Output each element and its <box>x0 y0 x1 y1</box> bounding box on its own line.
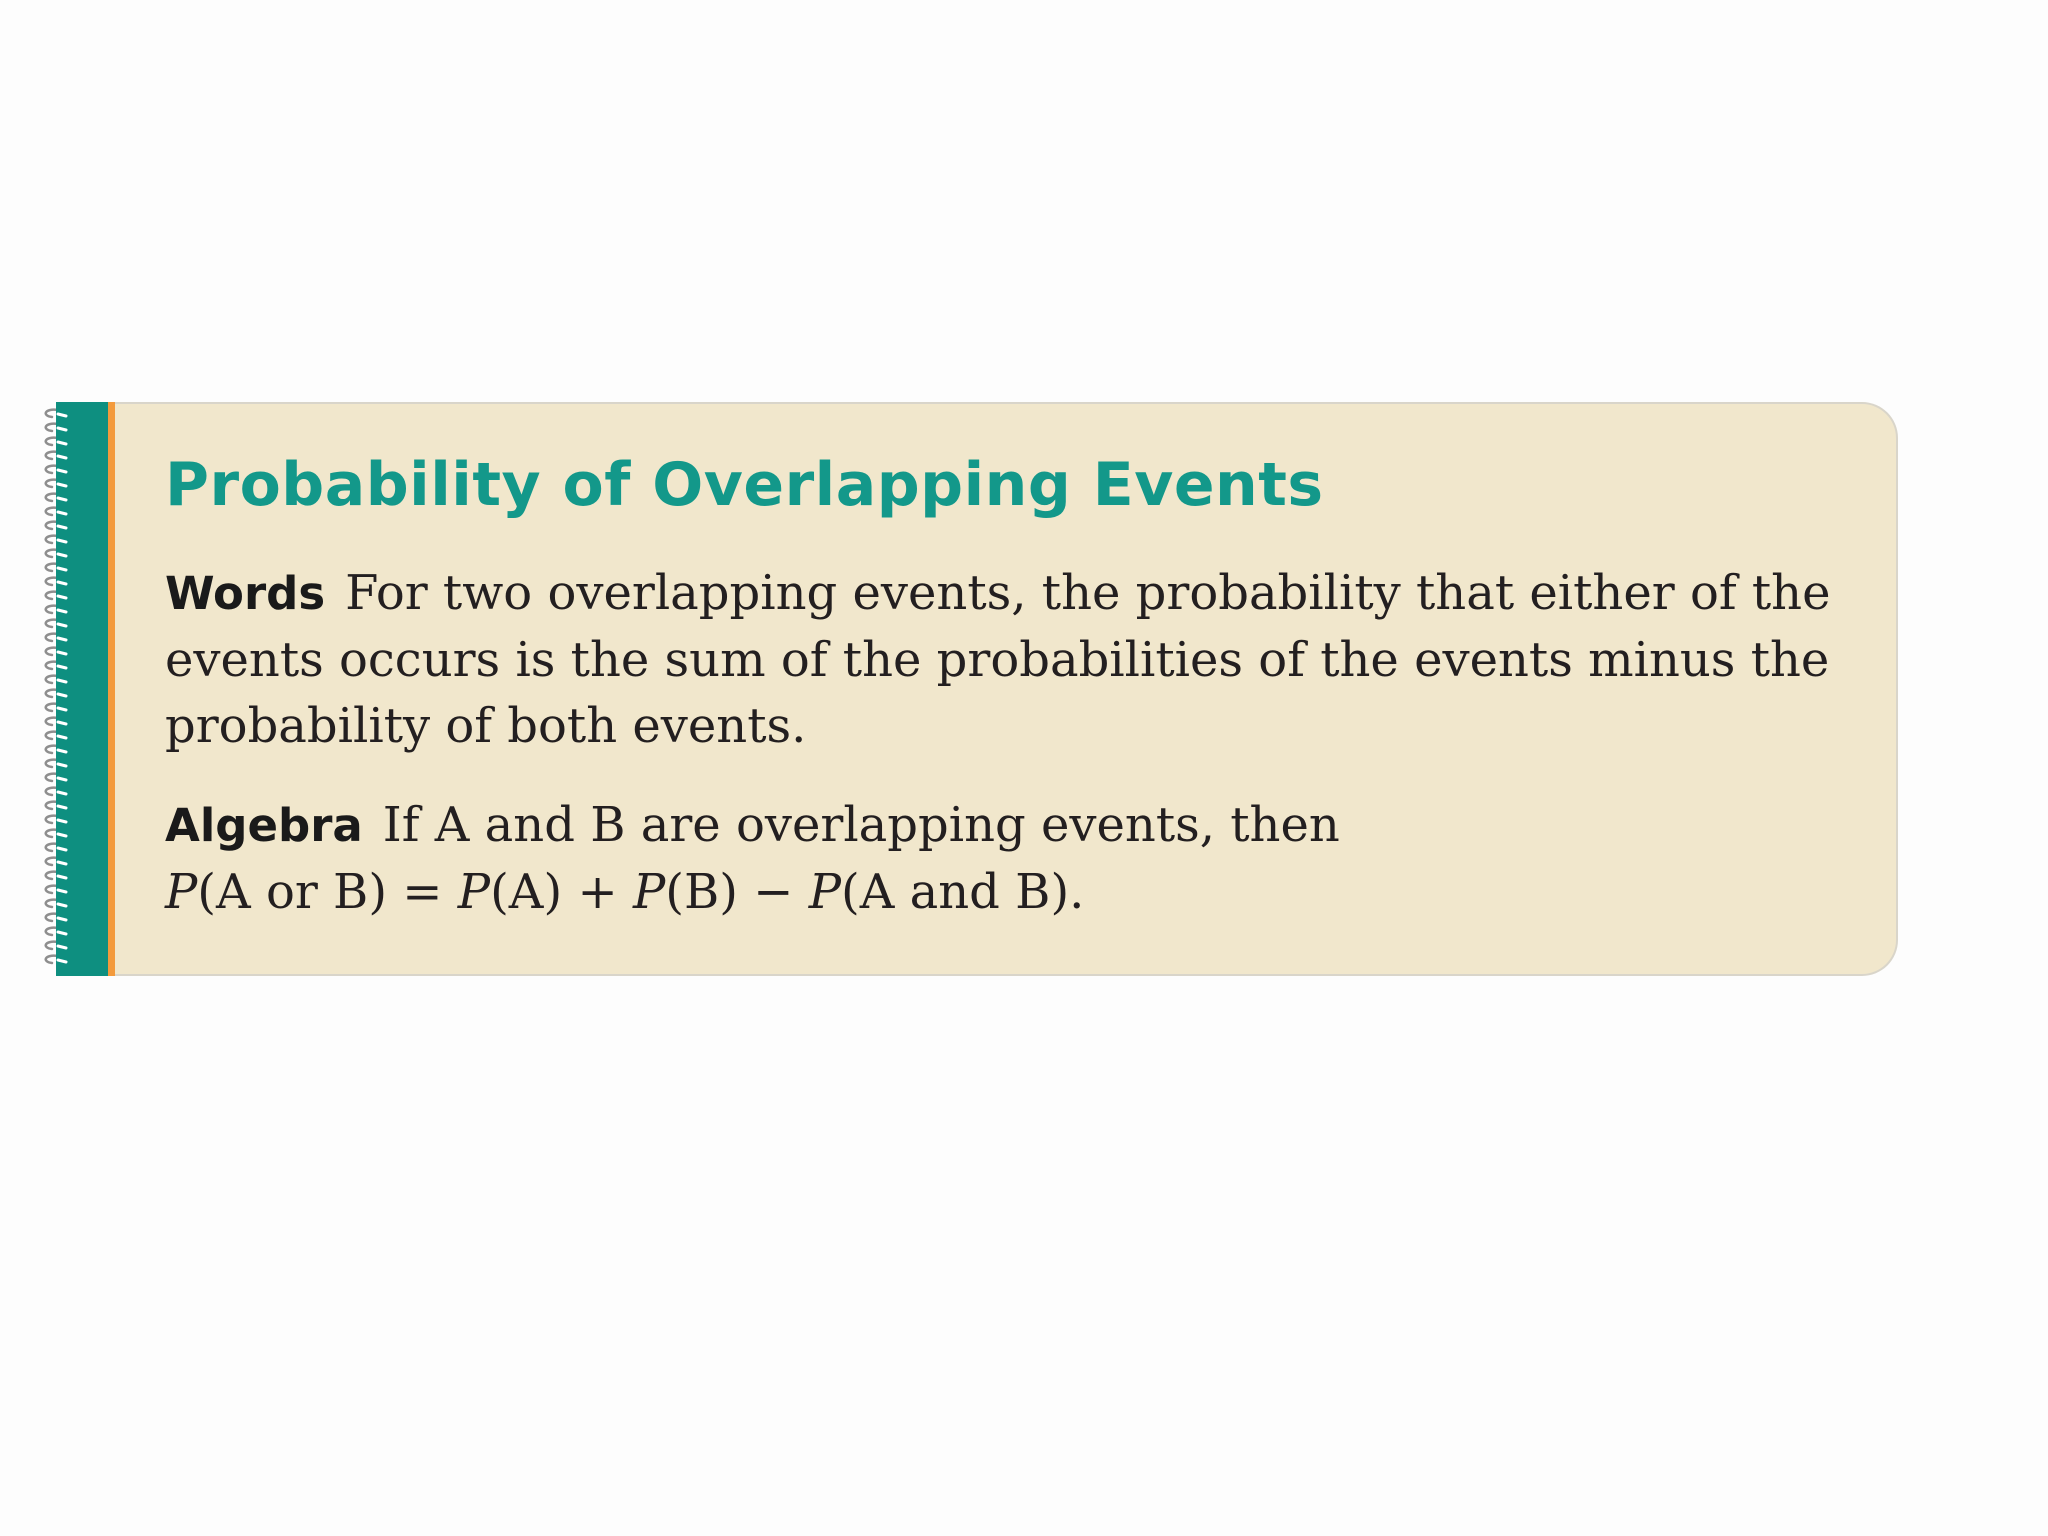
formula-t4: (A and B). <box>841 864 1085 920</box>
formula-p4: P <box>808 864 841 920</box>
formula-t3: (B) − <box>665 864 809 920</box>
words-label: Words <box>165 567 326 620</box>
probability-formula <box>165 859 1845 925</box>
notebook-strip <box>56 402 108 976</box>
algebra-label: Algebra <box>165 799 363 852</box>
words-text: For two overlapping events, the probability that either of the events occurs is the sum of the probabilities of the events minus the probability of both events. <box>165 565 1831 754</box>
accent-rule <box>108 402 115 976</box>
formula-p1: P <box>165 864 198 920</box>
algebra-text: If A and B are overlapping events, then <box>382 797 1340 853</box>
formula-t2: (A) + <box>490 864 633 920</box>
card-title: Probability of Overlapping Events <box>165 450 1324 520</box>
formula-p3: P <box>632 864 666 920</box>
formula-t1: (A or B) = <box>197 864 458 920</box>
algebra-paragraph <box>165 792 1845 925</box>
key-concept-card <box>40 402 1900 976</box>
words-paragraph <box>165 560 1845 759</box>
formula-p2: P <box>457 864 491 920</box>
